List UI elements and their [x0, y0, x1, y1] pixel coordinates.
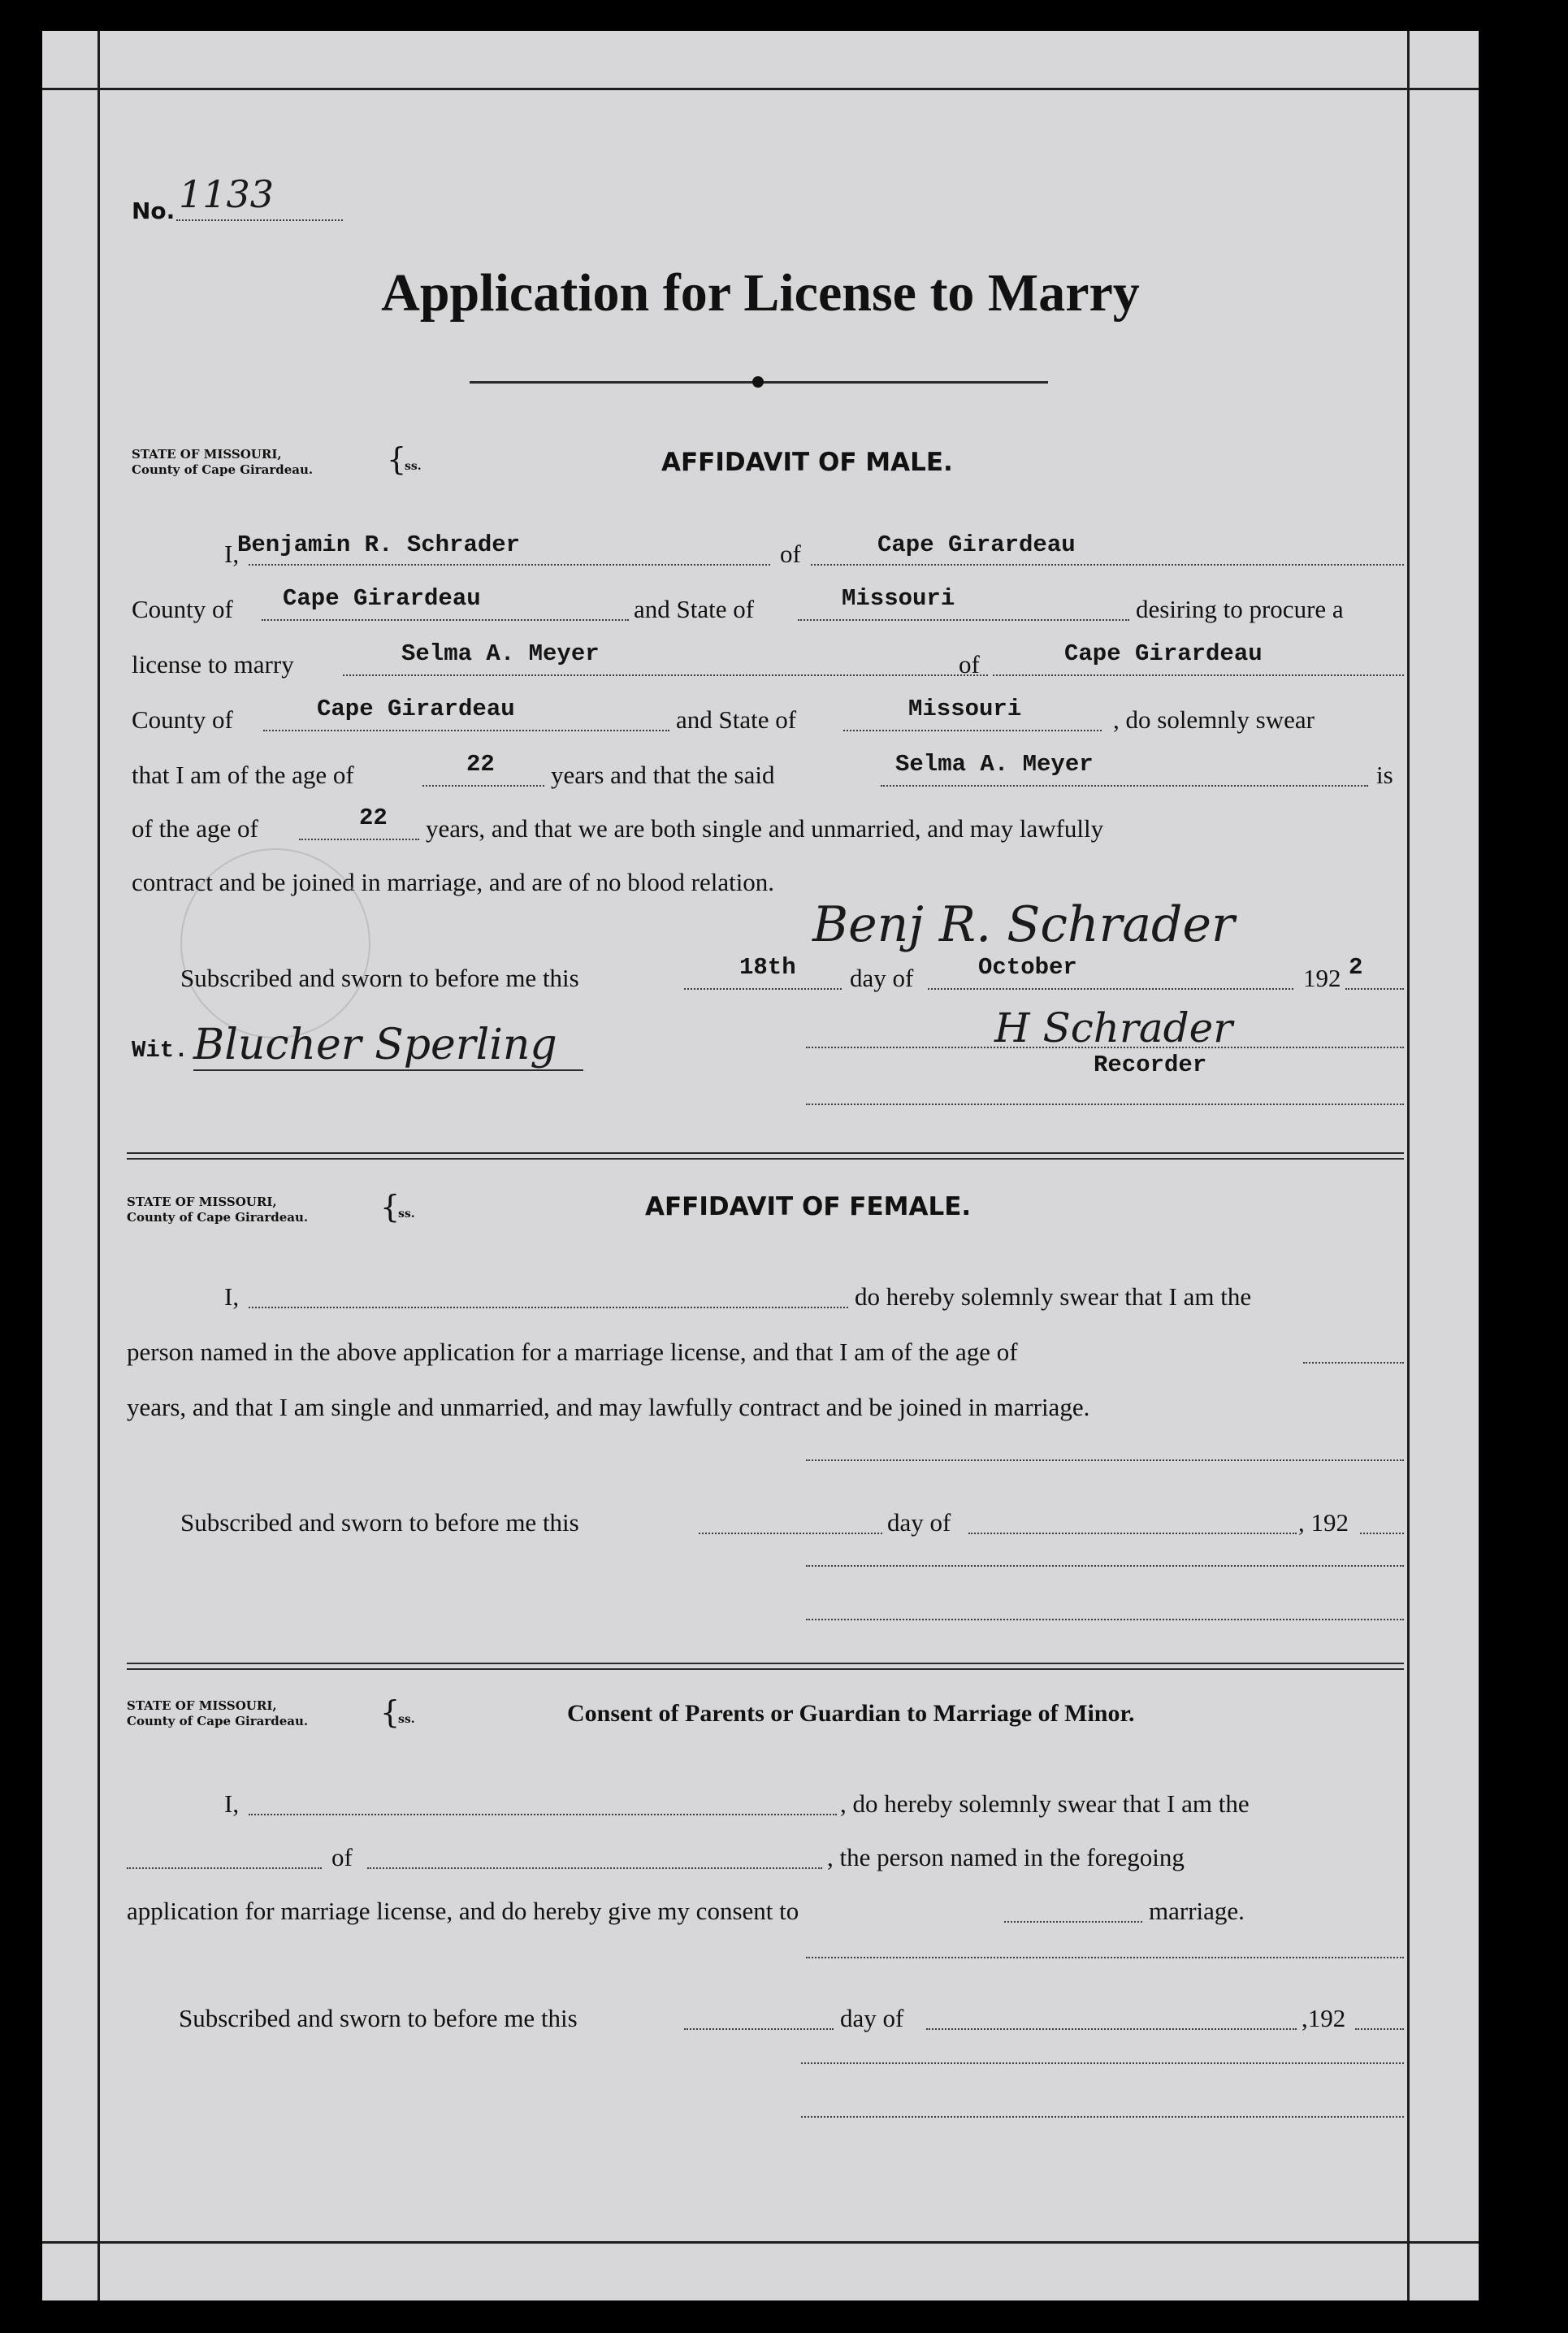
male-contract: contract and be joined in marriage, and are of no blood relation. [132, 868, 775, 896]
witness-label: Wit. [132, 1037, 188, 1064]
male-month: October [978, 954, 1077, 981]
section-divider-1b [127, 1158, 1404, 1160]
consent-swear: , do hereby solemnly swear that I am the [840, 1789, 1250, 1818]
male-swear: , do solemnly swear [1113, 705, 1315, 734]
male-year-prefix: 192 [1303, 964, 1341, 992]
venue-state: STATE OF MISSOURI, [132, 447, 282, 462]
venue-state-consent: STATE OF MISSOURI, [127, 1698, 277, 1713]
section-divider-2b [127, 1668, 1404, 1670]
male-name-line [249, 564, 770, 566]
right-border-line [1407, 31, 1410, 2300]
female-officer-line-2 [806, 1619, 1404, 1620]
male-bride-state-line [843, 730, 1102, 731]
female-subscribed: Subscribed and sworn to before me this [180, 1508, 579, 1537]
male-of-line [811, 564, 1404, 566]
consent-year-line [1355, 2028, 1404, 2030]
male-state: Missouri [842, 585, 955, 612]
consent-to-line [1004, 1921, 1142, 1923]
consent-person: , the person named in the foregoing [827, 1843, 1185, 1871]
male-bride-place-line [993, 674, 1404, 676]
male-bride-again: Selma A. Meyer [895, 751, 1094, 778]
consent-day-line [684, 2028, 834, 2030]
male-of2: of [959, 650, 980, 679]
consent-minor-line [367, 1867, 822, 1869]
consent-of: of [331, 1843, 353, 1871]
section-divider-1a [127, 1152, 1404, 1154]
male-year-digit: 2 [1349, 954, 1363, 981]
number-label: No. [132, 197, 175, 224]
male-bride-line [343, 674, 988, 676]
male-bride-state: Missouri [908, 696, 1022, 722]
female-month-line [968, 1533, 1297, 1534]
male-day-of: day of [850, 964, 914, 992]
consent-day-of: day of [840, 2004, 904, 2032]
venue-brace-consent: { [380, 1694, 401, 1730]
venue-county-female: County of Cape Girardeau. [127, 1209, 309, 1225]
female-heading: AFFIDAVIT OF FEMALE. [645, 1192, 972, 1221]
male-year-line [1345, 988, 1404, 990]
top-border-line [42, 88, 1479, 90]
female-sig-line [806, 1459, 1404, 1461]
male-bride: Selma A. Meyer [401, 640, 600, 667]
venue-county: County of Cape Girardeau. [132, 462, 314, 477]
female-i: I, [224, 1282, 240, 1311]
male-day: 18th [739, 954, 796, 981]
venue-block-female [127, 1195, 308, 1225]
consent-heading: Consent of Parents or Guardian to Marriage of Minor. [567, 1700, 1135, 1727]
venue-ss-female: ss. [398, 1208, 415, 1221]
male-subscribed: Subscribed and sworn to before me this [180, 964, 579, 992]
embossed-seal [180, 848, 370, 1039]
witness-line [193, 1069, 583, 1071]
female-swear: do hereby solemnly swear that I am the [855, 1282, 1252, 1311]
consent-marriage: marriage. [1149, 1897, 1245, 1925]
male-bride-county-line [263, 730, 669, 731]
male-is: is [1376, 761, 1393, 789]
male-bride-again-line [881, 785, 1368, 787]
male-state-line [798, 619, 1129, 621]
male-single: years, and that we are both single and unmarried, and may lawfully [426, 814, 1104, 843]
consent-sig-line [806, 1957, 1404, 1958]
consent-name-line [249, 1814, 837, 1815]
male-county-of2: County of [132, 705, 233, 734]
consent-month-line [926, 2028, 1297, 2030]
male-bride-place: Cape Girardeau [1064, 640, 1263, 667]
male-month-line [928, 988, 1293, 990]
female-name-line [249, 1307, 848, 1308]
male-county-of: County of [132, 595, 233, 623]
female-years: years, and that I am single and unmarried, and may lawfully contract and be joined in marriage. [127, 1393, 1090, 1421]
consent-year-prefix: ,192 [1302, 2004, 1346, 2032]
recorder-extra-line [806, 1104, 1404, 1105]
section-divider-2a [127, 1663, 1404, 1664]
male-of-age: of the age of [132, 814, 258, 843]
title-divider-dot [752, 376, 764, 388]
page-title: Application for License to Marry [381, 263, 1140, 323]
female-person: person named in the above application for a marriage license, and that I am of the age of [127, 1338, 1018, 1366]
venue-state-female: STATE OF MISSOURI, [127, 1195, 277, 1209]
female-year-line [1360, 1533, 1404, 1534]
male-years-said: years and that the said [551, 761, 775, 789]
male-of-place: Cape Girardeau [877, 531, 1076, 558]
consent-application: application for marriage license, and do hereby give my consent to [127, 1897, 799, 1925]
male-i: I, [224, 540, 240, 568]
recorder-signature: H Schrader [994, 1004, 1233, 1052]
license-document [42, 31, 1479, 2300]
venue-brace: { [387, 441, 407, 477]
venue-ss-consent: ss. [398, 1713, 415, 1726]
female-day-of: day of [887, 1508, 951, 1537]
male-of: of [780, 540, 801, 568]
consent-relation-line [127, 1867, 322, 1869]
number-line [176, 219, 343, 221]
consent-officer-line-2 [801, 2116, 1404, 2118]
witness-signature: Blucher Sperling [193, 1021, 557, 1069]
male-and-state2: and State of [676, 705, 797, 734]
male-signature: Benj R. Schrader [812, 896, 1235, 953]
male-county-line [262, 619, 629, 621]
consent-subscribed: Subscribed and sworn to before me this [179, 2004, 578, 2032]
male-heading: AFFIDAVIT OF MALE. [661, 448, 953, 477]
male-and-state: and State of [634, 595, 755, 623]
male-bride-age: 22 [359, 804, 388, 831]
male-age-of: that I am of the age of [132, 761, 354, 789]
male-county: Cape Girardeau [283, 585, 481, 612]
female-age-line [1303, 1362, 1404, 1364]
bottom-border-line [42, 2241, 1479, 2244]
male-age: 22 [466, 751, 495, 778]
male-desiring: desiring to procure a [1136, 595, 1344, 623]
male-license-to-marry: license to marry [132, 650, 294, 679]
male-age-line [422, 785, 544, 787]
left-border-line [97, 31, 100, 2300]
female-year-prefix: , 192 [1298, 1508, 1349, 1537]
consent-officer-line [801, 2062, 1404, 2064]
number-value: 1133 [179, 172, 275, 216]
venue-block-male [132, 447, 313, 478]
venue-brace-female: { [380, 1189, 401, 1225]
male-name: Benjamin R. Schrader [237, 531, 521, 558]
venue-county-consent: County of Cape Girardeau. [127, 1713, 309, 1728]
female-officer-line [806, 1565, 1404, 1567]
venue-ss: ss. [405, 460, 422, 473]
male-day-line [684, 988, 842, 990]
male-bride-age-line [299, 839, 419, 840]
female-day-line [699, 1533, 882, 1534]
male-bride-county: Cape Girardeau [317, 696, 515, 722]
consent-i: I, [224, 1789, 240, 1818]
venue-block-consent [127, 1698, 308, 1729]
recorder-label: Recorder [1094, 1052, 1207, 1078]
